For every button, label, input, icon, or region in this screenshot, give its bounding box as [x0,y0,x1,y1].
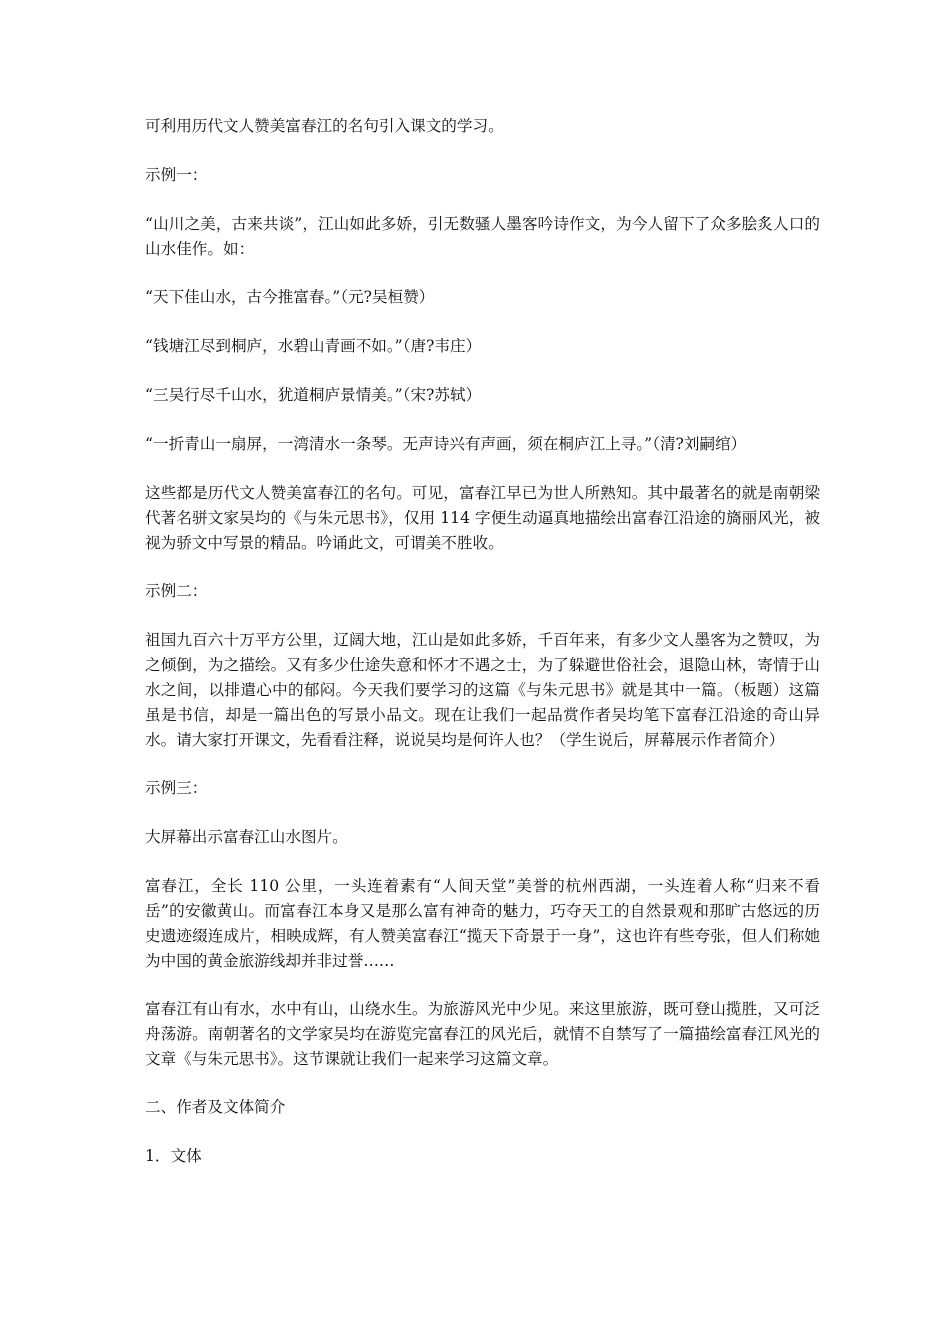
example-three-instruction: 大屏幕出示富春江山水图片。 [145,828,348,846]
example-one-summary: 这些都是历代文人赞美富春江的名句。可见，富春江早已为世人所熟知。其中最著名的就是南朝梁代著名骈文家吴均的《与朱元思书》，仅用 114 字便生动逼真地描绘出富春江沿途的旖丽风光，被视为骄文中写景的精品。吟诵此文，可谓美不胜收。 [145,484,820,552]
example-three-body: 富春江，全长 110 公里，一头连着素有“人间天堂”美誉的杭州西湖，一头连着人称“归来不看岳”的安徽黄山。而富春江本身又是那么富有神奇的魅力，巧夺天工的自然景观和那旷古悠远的历史遗迹缀连成片，相映成辉，有人赞美富春江“揽天下奇景于一身”，这也许有些夸张，但人们称她为中国的黄金旅游线却并非过誉…… [145,877,821,970]
quote-qing: “一折青山一扇屏，一湾清水一条琴。无声诗兴有声画，须在桐庐江上寻。”（清?刘嗣绾） [145,435,747,453]
example-two-body: 祖国九百六十万平方公里，辽阔大地，江山是如此多娇，千百年来，有多少文人墨客为之赞叹，为之倾倒，为之描绘。又有多少仕途失意和怀才不遇之士，为了躲避世俗社会，退隐山林，寄情于山水之间，以排遣心中的郁闷。今天我们要学习的这篇《与朱元思书》就是其中一篇。（板题）这篇虽是书信，却是一篇出色的写景小品文。现在让我们一起品赏作者吴均笔下富春江沿途的奇山异水。请大家打开课文，先看看注释，说说吴均是何许人也？（学生说后，屏幕展示作者简介） [145,631,820,749]
example-two-heading: 示例二： [145,582,208,600]
example-one-intro: “山川之美，古来共谈”，江山如此多娇，引无数骚人墨客吟诗作文，为今人留下了众多脍炙人口的山水佳作。如： [145,215,820,258]
intro-paragraph: 可利用历代文人赞美富春江的名句引入课文的学习。 [145,117,504,135]
example-three-closing: 富春江有山有水，水中有山，山绕水生。为旅游风光中少见。来这里旅游，既可登山揽胜，又可泛舟荡游。南朝著名的文学家吴均在游览完富春江的风光后，就情不自禁写了一篇描绘富春江风光的文章《与朱元思书》。这节课就让我们一起来学习这篇文章。 [145,1000,820,1068]
quote-song: “三吴行尽千山水，犹道桐庐景情美。”（宋?苏轼） [145,386,482,404]
example-one-heading: 示例一： [145,166,208,184]
example-three-heading: 示例三： [145,779,208,797]
quote-tang: “钱塘江尽到桐庐，水碧山青画不如。”（唐?韦庄） [145,337,482,355]
subsection-genre-heading: 1．文体 [145,1147,202,1165]
quote-yuan: “天下佳山水，古今推富春。”（元?吴桓赞） [145,288,435,306]
section-two-heading: 二、作者及文体简介 [145,1098,286,1116]
